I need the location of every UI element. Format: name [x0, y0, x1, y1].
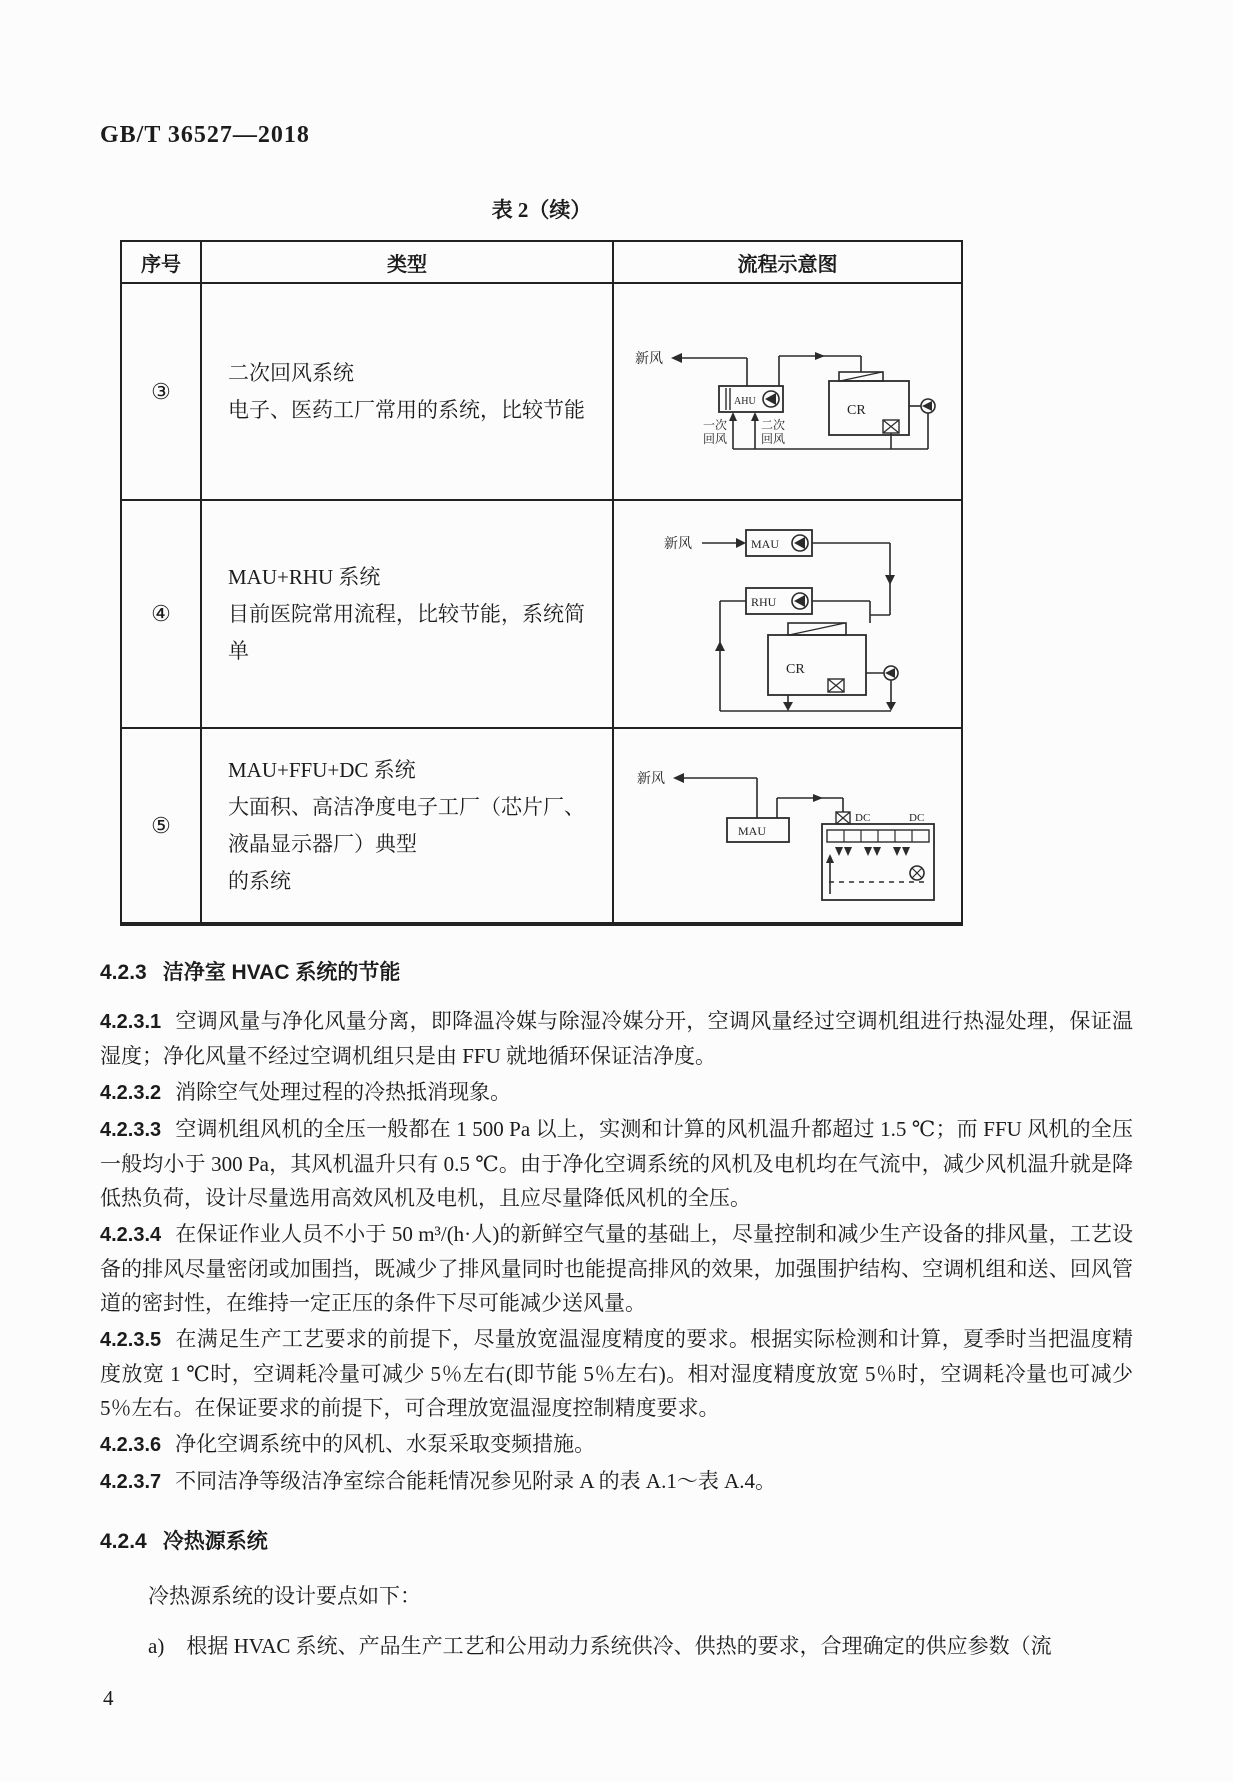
mau-rhu-system-diagram: [638, 503, 938, 725]
section-heading-4-2-4: [100, 1527, 1133, 1557]
primary-return-label-l2: 回风: [702, 431, 727, 446]
secondary-return-label-l1: 二次: [760, 417, 785, 432]
filter-icon: [788, 623, 846, 635]
section-heading-4-2-3: [100, 958, 1133, 988]
clause-number: 4.2.3.6: [100, 1434, 162, 1456]
dry-coil-right-label: DC: [908, 811, 924, 824]
damper-icon: [883, 420, 899, 433]
row4-type-line1: MAU+RHU 系统: [228, 564, 381, 589]
section-title: 冷热源系统: [162, 1530, 268, 1553]
fan-icon: [763, 391, 779, 407]
clause-number: 4.2.3.3: [100, 1119, 162, 1141]
ahu-box: [719, 386, 783, 412]
row3-diagram-cell: [614, 284, 961, 501]
clause-text: 不同洁净等级洁净室综合能耗情况参见附录 A 的表 A.1～表 A.4。: [175, 1469, 777, 1493]
col-header-diagram: 流程示意图: [614, 242, 961, 284]
row5-type-line3: 的系统: [228, 868, 291, 893]
ffu-strip: [827, 830, 929, 842]
clause-4-2-3-4: [100, 1217, 1133, 1320]
fresh-air-label: 新风: [636, 771, 665, 787]
clause-number: 4.2.3.7: [100, 1471, 162, 1493]
list-item-label: a): [148, 1634, 165, 1658]
rhu-label: RHU: [750, 595, 776, 609]
clause-text: 消除空气处理过程的冷热抵消现象。: [175, 1080, 512, 1104]
mau-box: [727, 818, 789, 842]
page-number: 4: [103, 1686, 114, 1710]
row3-type-line2: 电子、医药工厂常用的系统，比较节能: [228, 397, 585, 422]
row4-diagram-cell: [614, 501, 961, 729]
cleanroom-label: CR: [785, 662, 805, 677]
table-title: 表 2（续）: [491, 198, 592, 222]
system-type-table: [120, 240, 963, 926]
clause-4-2-3-2: [100, 1075, 1133, 1110]
mau-box: [746, 530, 812, 556]
damper-icon: [836, 812, 850, 824]
damper-icon: [828, 679, 844, 692]
fresh-air-label: 新风: [663, 537, 692, 552]
row5-type: [202, 729, 614, 922]
fan-icon: [792, 593, 808, 609]
row4-no: ④: [122, 501, 202, 729]
clause-4-2-3-1: [100, 1004, 1133, 1073]
col-header-no: 序号: [122, 242, 202, 284]
clause-text: 空调机组风机的全压一般都在 1 500 Pa 以上，实测和计算的风机温升都超过 1.5 ℃；而 FFU 风机的全压一般均小于 300 Pa，其风机温升只有 0.5 ℃。由于净化空调系统的风机及电机均在气流中，减少风机温升就是降低热负荷，设计尽量选用高效风机及电机，且应尽量降低风机的全压。: [100, 1117, 1133, 1210]
clause-4-2-3-3: [100, 1112, 1133, 1215]
duct-lines: [702, 543, 891, 711]
cleanroom-label: CR: [846, 402, 866, 418]
rhu-box: [746, 588, 812, 614]
clause-4-2-3-5: [100, 1322, 1133, 1425]
row3-type: [202, 284, 614, 501]
section-number: 4.2.3: [100, 961, 147, 984]
dry-coil-left-label: DC: [854, 811, 870, 824]
row4-type-line2: 目前医院常用流程，比较节能，系统简单: [228, 601, 585, 663]
mau-label: MAU: [750, 537, 779, 551]
ahu-label: AHU: [733, 395, 756, 407]
row5-type-line2: 大面积、高洁净度电子工厂（芯片厂、液晶显示器厂）典型: [228, 794, 585, 856]
clause-4-2-3-7: [100, 1464, 1133, 1499]
filter-icon: [839, 372, 883, 381]
row4-type: [202, 501, 614, 729]
section-title: 洁净室 HVAC 系统的节能: [162, 961, 401, 984]
clause-text: 在满足生产工艺要求的前提下，尽量放宽温湿度精度的要求。根据实际检测和计算，夏季时当把温度精度放宽 1 ℃时，空调耗冷量可减少 5％左右(即节能 5％左右)。相对湿度精度放宽 5％时，空调耗冷量也可减少 5％左右。在保证要求的前提下，可合理放宽温湿度控制精度要求。: [100, 1327, 1133, 1420]
row5-no: ⑤: [122, 729, 202, 922]
cleanroom-box: [768, 635, 866, 695]
row5-diagram-cell: [614, 729, 961, 922]
primary-return-label-l1: 一次: [702, 417, 727, 432]
clause-text: 空调风量与净化风量分离，即降温冷媒与除湿冷媒分开，空调风量经过空调机组进行热湿处理，保证温湿度；净化风量不经过空调机组只是由 FFU 就地循环保证洁净度。: [100, 1009, 1133, 1068]
col-header-type: 类型: [202, 242, 614, 284]
clause-4-2-3-6: [100, 1427, 1133, 1462]
clause-text: 净化空调系统中的风机、水泵采取变频措施。: [175, 1432, 596, 1456]
body-sections: [100, 958, 1133, 1663]
clause-number: 4.2.3.1: [100, 1011, 162, 1033]
secondary-return-label-l2: 回风: [760, 431, 785, 446]
standard-number: GB/T 36527—2018: [100, 122, 310, 148]
fresh-air-label: 新风: [634, 351, 663, 367]
list-item-a: [100, 1629, 1133, 1663]
design-points-intro: 冷热源系统的设计要点如下：: [148, 1584, 421, 1608]
clause-number: 4.2.3.2: [100, 1082, 162, 1104]
fan-icon: [910, 866, 924, 880]
clause-text: 在保证作业人员不小于 50 m³/(h·人)的新鲜空气量的基础上，尽量控制和减少生产设备的排风量，工艺设备的排风尽量密闭或加围挡，既减少了排风量同时也能提高排风的效果，加强围护结构、空调机组和送、回风管道的密封性，在维持一定正压的条件下尽可能减少送风量。: [100, 1222, 1133, 1315]
flow-arrowheads: [715, 538, 896, 711]
fan-icon: [792, 535, 808, 551]
row3-no: ③: [122, 284, 202, 501]
row3-type-line1: 二次回风系统: [228, 360, 354, 385]
clause-number: 4.2.3.4: [100, 1224, 162, 1246]
row5-type-line1: MAU+FFU+DC 系统: [228, 757, 416, 782]
mau-label: MAU: [737, 823, 766, 838]
ffu-downflow-arrows: [835, 847, 910, 856]
fan-icon: [884, 666, 898, 680]
fan-icon: [921, 399, 935, 413]
mau-ffu-dc-system-diagram: [627, 742, 949, 910]
secondary-return-system-diagram: [627, 322, 949, 462]
clause-number: 4.2.3.5: [100, 1329, 162, 1351]
list-item-text: 根据 HVAC 系统、产品生产工艺和公用动力系统供冷、供热的要求，合理确定的供应参数（流: [186, 1634, 1052, 1658]
section-number: 4.2.4: [100, 1530, 147, 1553]
